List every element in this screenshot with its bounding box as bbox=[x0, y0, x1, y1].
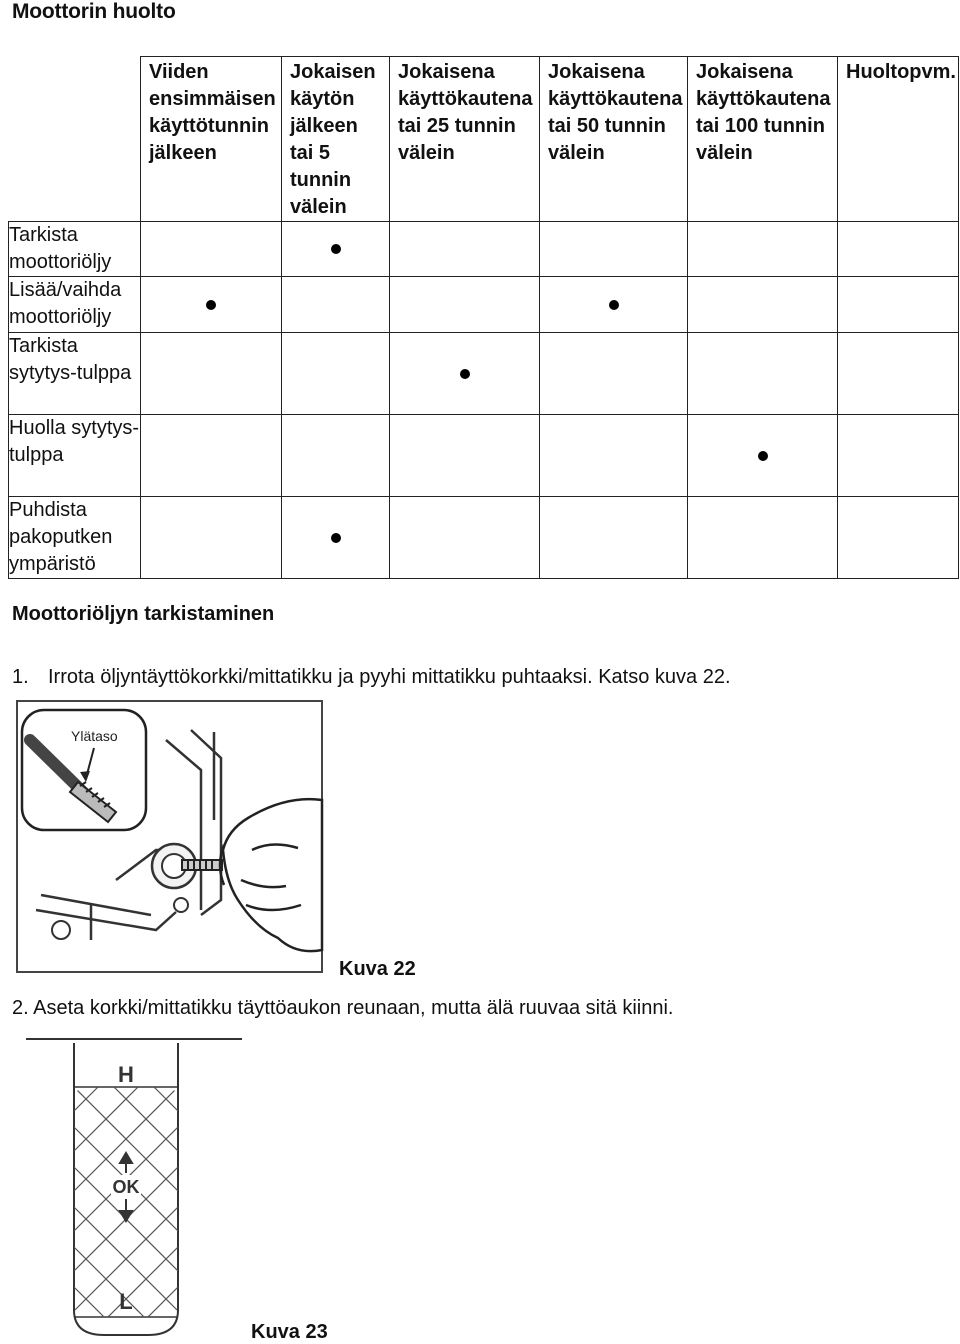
corner-cell bbox=[9, 57, 141, 222]
schedule-row bbox=[9, 497, 959, 579]
step-number: 1. bbox=[12, 666, 29, 688]
top-view-inset bbox=[22, 710, 146, 830]
schedule-cell bbox=[688, 497, 838, 579]
column-header: Huoltopvm. bbox=[838, 57, 959, 222]
schedule-cell bbox=[141, 333, 282, 415]
section-title: Moottoriöljyn tarkistaminen bbox=[12, 603, 275, 625]
schedule-cell bbox=[390, 333, 540, 415]
row-label: Tarkista moottoriöljy bbox=[9, 222, 141, 277]
schedule-cell bbox=[141, 277, 282, 333]
schedule-cell bbox=[688, 277, 838, 333]
schedule-cell bbox=[540, 222, 688, 277]
step-text: Irrota öljyntäyttökorkki/mittatikku ja pyyhi mittatikku puhtaaksi. Katso kuva 22. bbox=[48, 666, 731, 688]
schedule-dot bbox=[609, 300, 619, 310]
schedule-row bbox=[9, 415, 959, 497]
schedule-dot bbox=[758, 451, 768, 461]
schedule-cell bbox=[282, 222, 390, 277]
schedule-cell bbox=[282, 277, 390, 333]
schedule-cell bbox=[390, 415, 540, 497]
schedule-cell bbox=[688, 415, 838, 497]
schedule-dot bbox=[206, 300, 216, 310]
high-label: H bbox=[118, 1062, 134, 1087]
step-2 bbox=[12, 997, 673, 1020]
schedule-cell bbox=[540, 277, 688, 333]
figure-22-caption: Kuva 22 bbox=[339, 958, 416, 980]
schedule-cell bbox=[141, 497, 282, 579]
schedule-cell bbox=[838, 333, 959, 415]
schedule-cell bbox=[540, 333, 688, 415]
schedule-cell bbox=[390, 222, 540, 277]
schedule-cell bbox=[390, 497, 540, 579]
step-text: Aseta korkki/mittatikku täyttöaukon reunaan, mutta älä ruuvaa sitä kiinni. bbox=[33, 997, 674, 1019]
page-title: Moottorin huolto bbox=[12, 0, 176, 23]
schedule-row bbox=[9, 333, 959, 415]
inset-label: Ylätaso bbox=[71, 728, 118, 744]
schedule-row bbox=[9, 222, 959, 277]
schedule-row bbox=[9, 277, 959, 333]
figure-23-caption: Kuva 23 bbox=[251, 1321, 328, 1343]
schedule-cell bbox=[282, 497, 390, 579]
schedule-cell bbox=[540, 497, 688, 579]
schedule-cell bbox=[141, 415, 282, 497]
ok-label: OK bbox=[112, 1177, 140, 1197]
column-header: Jokaisena käyttökautena tai 50 tunnin välein bbox=[540, 57, 688, 222]
row-label: Huolla sytytys-tulppa bbox=[9, 415, 141, 497]
column-header: Jokaisena käyttökautena tai 25 tunnin välein bbox=[390, 57, 540, 222]
schedule-cell bbox=[838, 277, 959, 333]
schedule-cell bbox=[141, 222, 282, 277]
dipstick-shaft bbox=[182, 860, 222, 870]
row-label: Tarkista sytytys-tulppa bbox=[9, 333, 141, 415]
schedule-dot bbox=[331, 244, 341, 254]
schedule-cell bbox=[390, 277, 540, 333]
schedule-header-row bbox=[9, 57, 959, 222]
figure-23-dipstick bbox=[14, 1035, 246, 1343]
column-header: Jokaisen käytön jälkeen tai 5 tunnin välein bbox=[282, 57, 390, 222]
figure-22-illustration bbox=[16, 700, 324, 975]
schedule-dot bbox=[331, 533, 341, 543]
column-header: Viiden ensimmäisen käyttötunnin jälkeen bbox=[141, 57, 282, 222]
schedule-dot bbox=[460, 369, 470, 379]
maintenance-schedule-table bbox=[8, 56, 959, 579]
schedule-cell bbox=[838, 415, 959, 497]
row-label: Puhdista pakoputken ympäristö bbox=[9, 497, 141, 579]
schedule-cell bbox=[282, 415, 390, 497]
schedule-cell bbox=[838, 497, 959, 579]
schedule-cell bbox=[688, 222, 838, 277]
row-label: Lisää/vaihda moottoriöljy bbox=[9, 277, 141, 333]
step-number: 2. bbox=[12, 997, 29, 1019]
column-header: Jokaisena käyttökautena tai 100 tunnin välein bbox=[688, 57, 838, 222]
step-1 bbox=[12, 666, 731, 689]
schedule-cell bbox=[282, 333, 390, 415]
schedule-cell bbox=[838, 222, 959, 277]
schedule-cell bbox=[688, 333, 838, 415]
low-label: L bbox=[119, 1289, 133, 1314]
schedule-cell bbox=[540, 415, 688, 497]
